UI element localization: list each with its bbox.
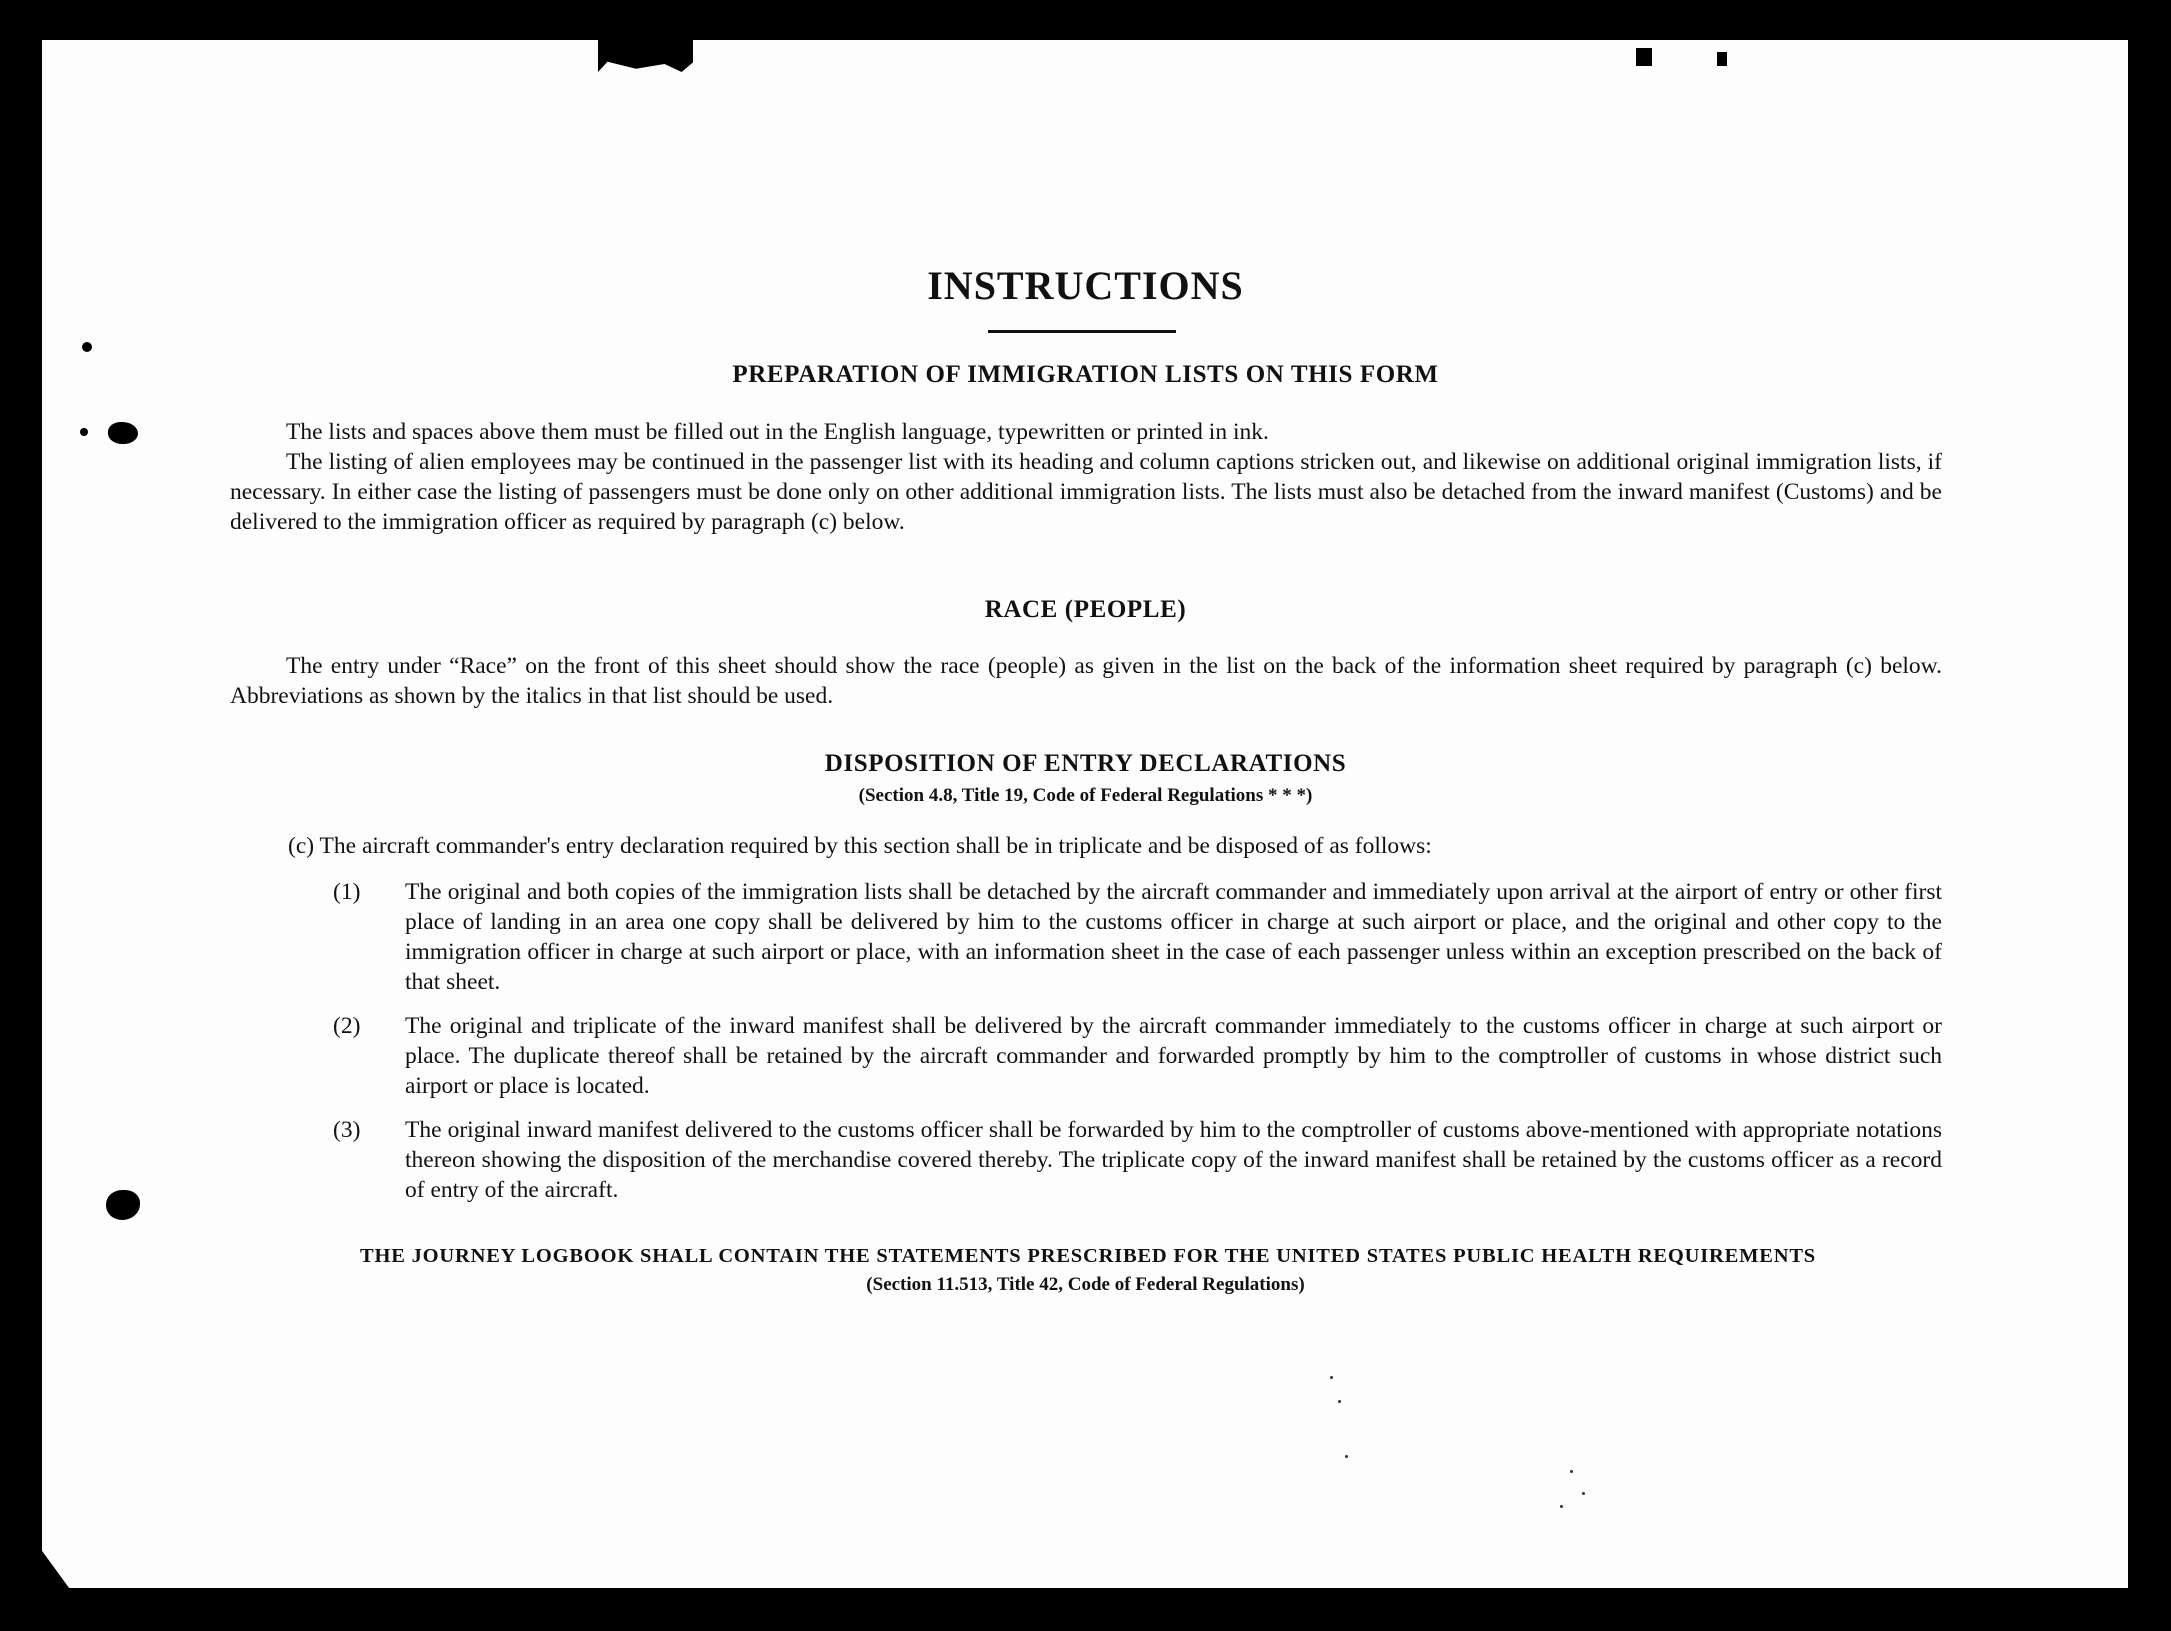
section-heading-race: RACE (PEOPLE) <box>984 596 1187 623</box>
scan-speck <box>1330 1376 1333 1379</box>
list-item <box>333 1115 1942 1205</box>
punch-hole-mark <box>80 428 88 436</box>
punch-hole-mark <box>82 342 92 352</box>
paragraph-disposition-intro: (c) The aircraft commander's entry declaration required by this section shall be in triplicate and be disposed of as follows: <box>288 833 1432 859</box>
list-item-number: (1) <box>333 879 361 905</box>
scan-speck <box>1570 1470 1573 1473</box>
list-item <box>333 1011 1942 1101</box>
scan-speck <box>1345 1455 1348 1458</box>
torn-edge-mark <box>1717 52 1727 66</box>
footer-citation: (Section 11.513, Title 42, Code of Federal Regulations) <box>866 1274 1305 1295</box>
torn-edge-mark <box>1636 48 1652 66</box>
list-item-text: The original inward manifest delivered to the customs officer shall be forwarded by him to the comptroller of customs above-mentioned with appropriate notations thereon showing the disposition of the merchandise covered thereby. The triplicate copy of the inward manifest shall be retained by the customs officer as a record of entry of the aircraft. <box>405 1117 1942 1203</box>
scan-speck <box>1582 1492 1585 1495</box>
list-item-text: The original and both copies of the immigration lists shall be detached by the aircraft commander and immediately upon arrival at the airport of entry or other first place of landing in an area one copy shall be delivered by him to the customs officer in charge at such airport or place, and the original and other copy to the immigration officer in charge at such airport or place, with an information sheet in the case of each passenger unless within an exception prescribed on the back of that sheet. <box>405 879 1942 995</box>
paragraph-alien-employees: The listing of alien employees may be continued in the passenger list with its heading and column captions stricken out, and likewise on additional original immigration lists, if necessary. In either case the listing of passengers must be done only on other additional immigration lists. The lists must also be detached from the inward manifest (Customs) and be delivered to the immigration officer as required by paragraph (c) below. <box>230 449 1942 535</box>
list-item-number: (2) <box>333 1013 361 1039</box>
list-item-number: (3) <box>333 1117 361 1143</box>
section-preparation-body <box>230 417 1942 537</box>
page-title: INSTRUCTIONS <box>927 263 1244 308</box>
scan-speck <box>1338 1400 1341 1403</box>
disposition-intro <box>230 831 1942 861</box>
list-item-text: The original and triplicate of the inward manifest shall be delivered by the aircraft commander immediately to the customs officer in charge at such airport or place. The duplicate thereof shall be retained by the aircraft commander and forwarded promptly by him to the comptroller of customs in whose district such airport or place is located. <box>405 1013 1942 1099</box>
title-underline <box>988 330 1176 333</box>
section-citation-disposition: (Section 4.8, Title 19, Code of Federal Regulations * * *) <box>858 785 1313 806</box>
footer-statement: THE JOURNEY LOGBOOK SHALL CONTAIN THE STATEMENTS PRESCRIBED FOR THE UNITED STATES PUBLIC HEALTH REQUIREMENTS <box>359 1245 1817 1267</box>
section-race-body <box>230 651 1942 711</box>
section-heading-disposition: DISPOSITION OF ENTRY DECLARATIONS <box>824 750 1347 777</box>
section-heading-preparation: PREPARATION OF IMMIGRATION LISTS ON THIS FORM <box>732 361 1439 388</box>
scan-speck <box>1560 1505 1563 1508</box>
punch-hole-mark <box>108 422 138 444</box>
paragraph-language: The lists and spaces above them must be filled out in the English language, typewritten or printed in ink. <box>286 419 1269 445</box>
list-item <box>333 877 1942 997</box>
paragraph-race: The entry under “Race” on the front of this sheet should show the race (people) as given in the list on the back of the information sheet required by paragraph (c) below. Abbreviations as shown by the italics in that list should be used. <box>230 653 1942 709</box>
